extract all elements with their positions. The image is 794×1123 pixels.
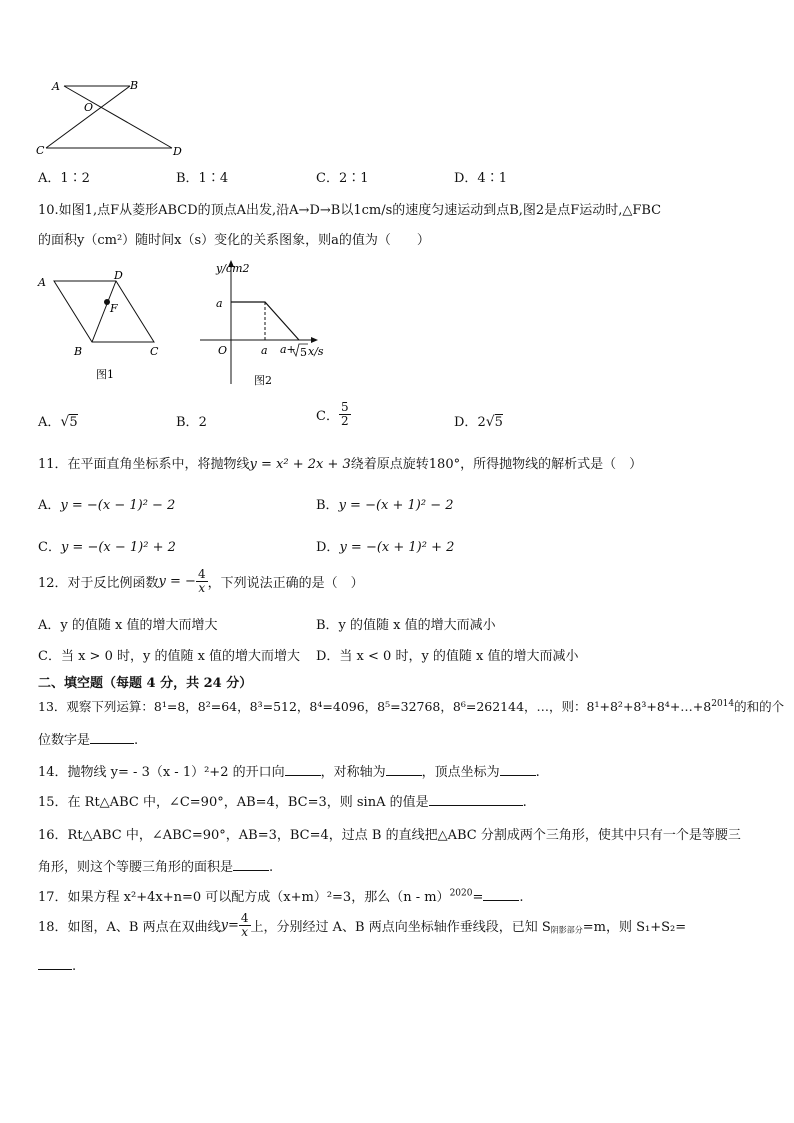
q12-option-c: C．当 x > 0 时，y 的值随 x 值的增大而增大: [38, 649, 301, 664]
q11-option-b: [316, 494, 454, 513]
q13-answer-blank[interactable]: [90, 731, 134, 744]
q18-post: =m，则 S₁+S₂=: [582, 920, 687, 935]
q10-option-d-coef: 2: [477, 415, 486, 430]
q12-stem-pre: 12．对于反比例函数: [38, 576, 159, 591]
q10-figure2: [196, 256, 336, 388]
q10-option-d-value: 5: [494, 415, 503, 430]
q14-pre: 14．抛物线 y= - 3（x - 1）²+2 的开口向: [38, 765, 285, 780]
q10-option-d: D．2√5: [454, 414, 503, 430]
q13-line2-text: 位数字是: [38, 733, 91, 748]
section-fill-in-blank-heading: 二、填空题（每题 4 分，共 24 分）: [38, 676, 253, 691]
q11-option-d-label: D．: [316, 540, 340, 555]
q10-fig1-caption: 图1: [96, 368, 114, 381]
q11-option-d-eq: y = −(x + 1)² + 2: [339, 540, 455, 555]
q11-option-d: [316, 536, 454, 555]
q10-option-a-value: 5: [69, 415, 78, 430]
q10-option-d-label: D．: [454, 415, 478, 430]
q12-option-d: D．当 x < 0 时，y 的值随 x 值的增大而减小: [316, 649, 579, 664]
q11-option-a-eq: y = −(x − 1)² − 2: [60, 498, 176, 513]
q10-option-a-label: A．: [38, 415, 61, 430]
q18-mid: 上，分别经过 A、B 两点向坐标轴作垂线段，已知 S: [250, 920, 551, 935]
q10-fig1-label-c: C: [150, 345, 159, 358]
q11-option-c-eq: y = −(x − 1)² + 2: [60, 540, 176, 555]
q11-option-c: [38, 536, 176, 555]
q10-option-b-value: 2: [198, 415, 207, 430]
q10-fig2-x-a2: a+: [280, 343, 296, 356]
q18-numerator: 4: [240, 911, 249, 925]
q14-blank-opening[interactable]: [285, 763, 321, 776]
q12-stem-post: ，下列说法正确的是（ ）: [207, 576, 364, 591]
q9-option-b: B．1∶4: [176, 171, 229, 186]
q9-label-a: A: [52, 80, 60, 93]
q18-y: y=: [220, 918, 239, 933]
q14-mid1: ，对称轴为: [320, 765, 386, 780]
q18-stem: [38, 912, 686, 939]
q12-option-a: A．y 的值随 x 值的增大而增大: [38, 618, 218, 633]
q10-fig2-x-a: a: [261, 344, 268, 357]
q9-label-d: D: [173, 145, 182, 158]
q14-blank-axis[interactable]: [386, 763, 422, 776]
q10-fig1-label-b: B: [74, 345, 83, 358]
q14-blank-vertex[interactable]: [500, 763, 536, 776]
q11-option-c-label: C．: [38, 540, 61, 555]
q13-line1-sup: 2014: [711, 698, 735, 709]
q12-stem-y: y = −: [158, 574, 196, 589]
q15-pre: 15．在 Rt△ABC 中，∠C=90°，AB=4，BC=3，则 sinA 的值是: [38, 795, 429, 810]
q10-fig1-label-a: A: [38, 276, 46, 289]
q18-denominator: x: [241, 925, 249, 939]
q18-pre: 18．如图，A、B 两点在双曲线: [38, 920, 221, 935]
q17-sup: 2020: [449, 888, 473, 899]
q10-fig2-x-axis-label: x/s: [308, 345, 324, 358]
q13-line1-post: 的和的个: [734, 699, 785, 714]
q10-option-c-numerator: 5: [340, 400, 349, 414]
q15-stem: 15．在 Rt△ABC 中，∠C=90°，AB=4，BC=3，则 sinA 的值是 .: [38, 795, 527, 810]
q11-option-b-eq: y = −(x + 1)² − 2: [338, 498, 454, 513]
q10-fig1-label-d: D: [114, 269, 123, 282]
q9-option-d: D．4∶1: [454, 171, 507, 186]
q10-fig2-origin: O: [218, 344, 228, 357]
q16-line2-text: 角形，则这个等腰三角形的面积是: [38, 860, 234, 875]
q11-stem: [38, 453, 642, 472]
q9-option-c: C．2∶1: [316, 171, 369, 186]
q17-pre: 17．如果方程 x²+4x+n=0 可以配方成（x+m）²=3，那么（n - m）: [38, 890, 450, 905]
q10-option-c-denominator: 2: [340, 414, 349, 428]
q11-stem-post: 绕着原点旋转180°，所得抛物线的解析式是（ ）: [350, 457, 643, 472]
q15-answer-blank[interactable]: [429, 793, 523, 806]
q11-stem-equation: y = x² + 2x + 3: [249, 457, 351, 472]
q10-fig2-a-level: a: [216, 297, 223, 310]
q12-stem-denominator: x: [198, 581, 206, 595]
q17-answer-blank[interactable]: [483, 888, 519, 901]
q10-stem-line2: 的面积y（cm²）随时间x（s）变化的关系图象，则a的值为（ ）: [38, 233, 430, 248]
q9-label-c: C: [36, 144, 45, 157]
q11-option-a-label: A．: [38, 498, 61, 513]
q10-stem-line1: 10.如图1,点F从菱形ABCD的顶点A出发,沿A→D→B以1cm/s的速度匀速运动到点B,图2是点F运动时,△FBC: [38, 203, 662, 218]
q10-fig2-x-sqrt5: 5: [300, 346, 307, 359]
q16-answer-blank[interactable]: [233, 858, 269, 871]
q11-option-b-label: B．: [316, 498, 339, 513]
q10-option-b-label: B．: [176, 415, 199, 430]
q10-fig2-y-axis-label: y/cm2: [216, 262, 250, 275]
q17-post: =: [472, 890, 484, 905]
q14-mid2: ，顶点坐标为: [421, 765, 500, 780]
q14-stem: 14．抛物线 y= - 3（x - 1）²+2 的开口向 ，对称轴为 ，顶点坐标为 .: [38, 765, 540, 780]
q11-stem-pre: 11．在平面直角坐标系中，将抛物线: [38, 457, 250, 472]
q10-fig2-caption: 图2: [254, 374, 272, 387]
q18-sub: 阴影部分: [550, 925, 583, 935]
q10-option-c-label: C．: [316, 409, 339, 424]
q16-stem-line2: 角形，则这个等腰三角形的面积是 .: [38, 860, 274, 875]
q9-option-a: A．1∶2: [38, 171, 90, 186]
q10-option-a: A．√5: [38, 414, 78, 430]
q12-option-b: B．y 的值随 x 值的增大而减小: [316, 618, 496, 633]
q16-stem-line1: 16．Rt△ABC 中，∠ABC=90°，AB=3，BC=4，过点 B 的直线把△ABC 分割成两个三角形，使其中只有一个是等腰三: [38, 828, 741, 843]
q10-figure1: [34, 266, 174, 384]
q9-figure: [30, 76, 200, 158]
q10-option-b: [176, 411, 207, 430]
q9-label-o: O: [84, 101, 94, 114]
q12-stem-numerator: 4: [197, 567, 206, 581]
q18-answer-blank[interactable]: [38, 957, 72, 970]
q18-answer-line: .: [38, 957, 76, 974]
q9-label-b: B: [130, 79, 139, 92]
q13-line1-pre: 13．观察下列运算：8¹=8，8²=64，8³=512，8⁴=4096，8⁵=32768，8⁶=262144，…，则：8¹+8²+8³+8⁴+…+8: [38, 699, 712, 714]
q10-fig1-label-f: F: [110, 302, 118, 315]
q17-stem: 17．如果方程 x²+4x+n=0 可以配方成（x+m）²=3，那么（n - m）$^{2020}$= .: [38, 888, 524, 905]
q13-stem-line2: 位数字是 .: [38, 733, 139, 748]
q10-option-c: [316, 401, 351, 428]
q13-stem-line1: [38, 697, 784, 715]
q11-option-a: [38, 494, 175, 513]
q12-stem: [38, 568, 364, 595]
